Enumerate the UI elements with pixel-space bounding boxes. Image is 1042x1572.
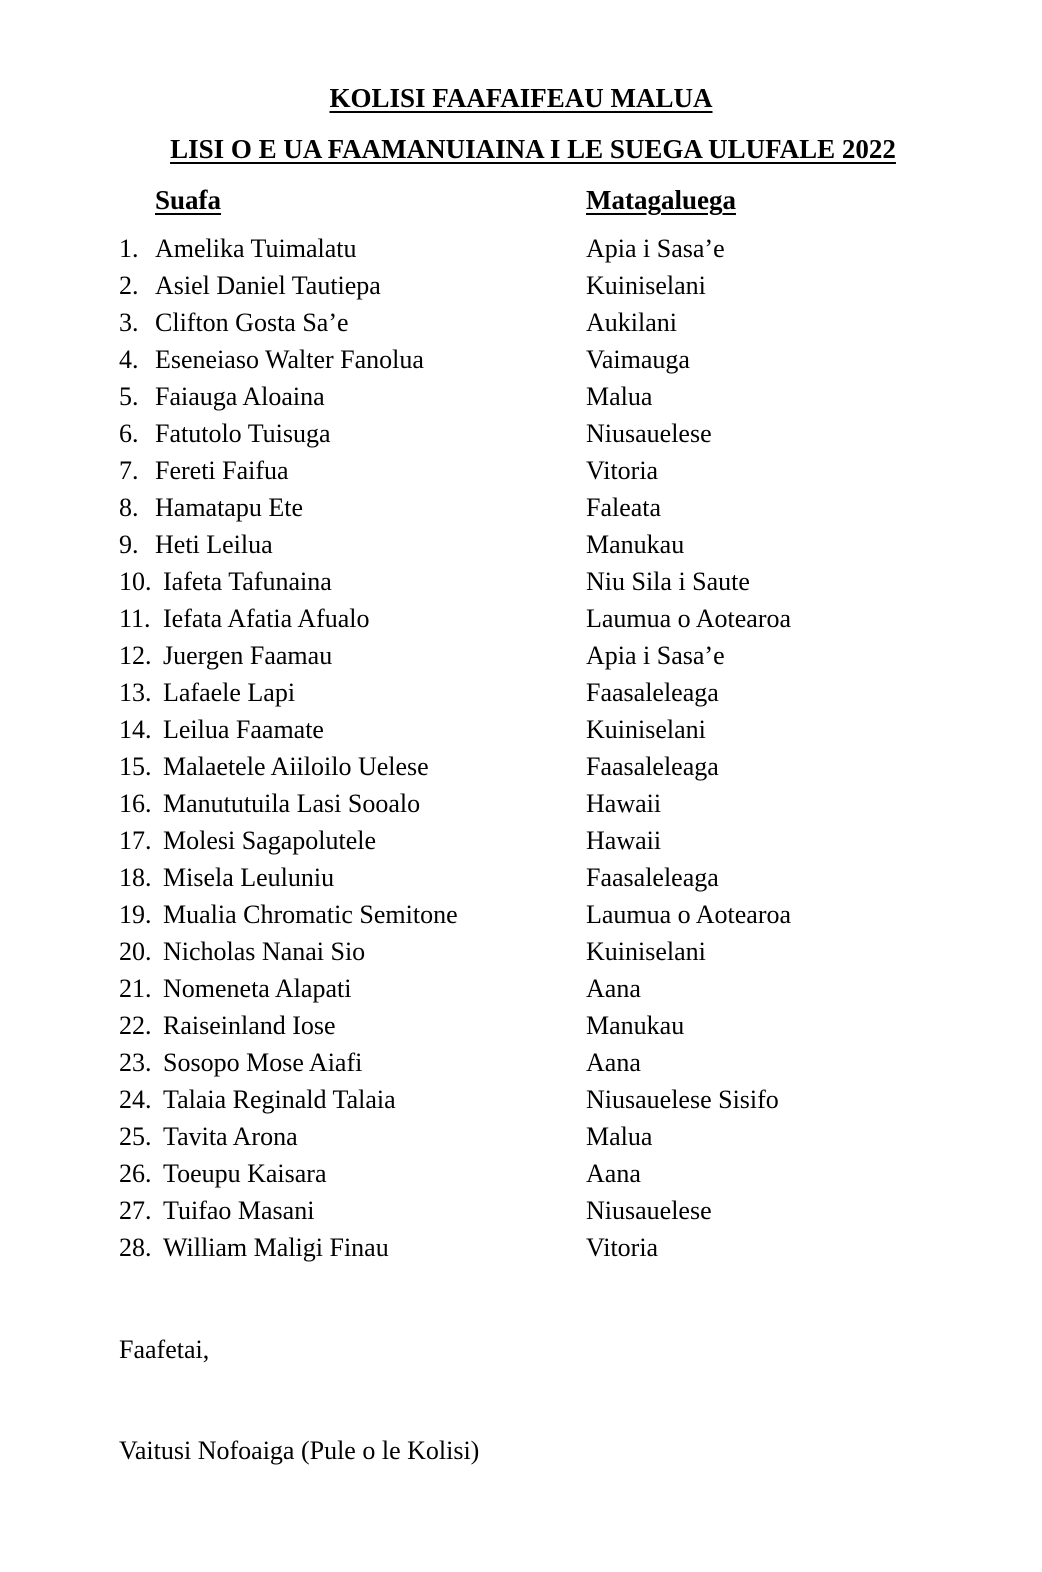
list-item-parish: Kuiniselani bbox=[586, 271, 706, 300]
list-item bbox=[0, 1046, 1042, 1083]
list-item-number: 16. bbox=[119, 789, 152, 818]
list-item-name: Tuifao Masani bbox=[163, 1196, 315, 1225]
list-item bbox=[0, 861, 1042, 898]
list-item-name: Leilua Faamate bbox=[163, 715, 324, 744]
list-item-parish: Kuiniselani bbox=[586, 937, 706, 966]
list-item-number: 19. bbox=[119, 900, 152, 929]
list-item-number: 2. bbox=[119, 271, 139, 300]
list-item bbox=[0, 1120, 1042, 1157]
list-item-number: 27. bbox=[119, 1196, 152, 1225]
list-item-name: Molesi Sagapolutele bbox=[163, 826, 377, 855]
list-item-parish: Hawaii bbox=[586, 789, 662, 818]
list-item-number: 25. bbox=[119, 1122, 152, 1151]
list-item-number: 15. bbox=[119, 752, 152, 781]
list-item bbox=[0, 380, 1042, 417]
column-header-parish: Matagaluega bbox=[586, 185, 736, 215]
list-item bbox=[0, 491, 1042, 528]
document-title: KOLISI FAAFAIFEAU MALUA bbox=[329, 83, 713, 113]
list-item bbox=[0, 1194, 1042, 1231]
list-item bbox=[0, 269, 1042, 306]
list-item bbox=[0, 1157, 1042, 1194]
list-item-number: 28. bbox=[119, 1233, 152, 1262]
list-item bbox=[0, 565, 1042, 602]
list-item bbox=[0, 232, 1042, 269]
list-item-name: William Maligi Finau bbox=[163, 1233, 389, 1262]
list-item-name: Lafaele Lapi bbox=[163, 678, 296, 707]
list-item-number: 26. bbox=[119, 1159, 152, 1188]
list-item-parish: Faasaleleaga bbox=[586, 752, 719, 781]
list-item-name: Toeupu Kaisara bbox=[163, 1159, 327, 1188]
list-item-name: Nomeneta Alapati bbox=[163, 974, 352, 1003]
list-item-name: Malaetele Aiiloilo Uelese bbox=[163, 752, 429, 781]
list-item-name: Manututuila Lasi Sooalo bbox=[163, 789, 421, 818]
list-item-name: Misela Leuluniu bbox=[163, 863, 335, 892]
list-item-number: 20. bbox=[119, 937, 152, 966]
list-item-number: 12. bbox=[119, 641, 152, 670]
list-item bbox=[0, 972, 1042, 1009]
list-item-parish: Kuiniselani bbox=[586, 715, 706, 744]
list-item-parish: Vitoria bbox=[586, 1233, 659, 1262]
list-item bbox=[0, 1231, 1042, 1268]
closing-text: Faafetai, bbox=[119, 1335, 210, 1364]
list-item-name: Nicholas Nanai Sio bbox=[163, 937, 366, 966]
list-item-name: Mualia Chromatic Semitone bbox=[163, 900, 458, 929]
list-item-number: 6. bbox=[119, 419, 139, 448]
list-item bbox=[0, 417, 1042, 454]
list-item-parish: Aukilani bbox=[586, 308, 677, 337]
list-item-parish: Apia i Sasa’e bbox=[586, 641, 725, 670]
list-item-name: Clifton Gosta Sa’e bbox=[155, 308, 349, 337]
list-item bbox=[0, 787, 1042, 824]
list-item-number: 1. bbox=[119, 234, 139, 263]
list-item bbox=[0, 1083, 1042, 1120]
list-item-number: 3. bbox=[119, 308, 139, 337]
list-item-parish: Laumua o Aotearoa bbox=[586, 900, 792, 929]
list-item-name: Faiauga Aloaina bbox=[155, 382, 325, 411]
list-item-parish: Manukau bbox=[586, 530, 685, 559]
list-item-parish: Faasaleleaga bbox=[586, 678, 719, 707]
signature-line: Vaitusi Nofoaiga (Pule o le Kolisi) bbox=[119, 1436, 480, 1465]
list-item-parish: Faasaleleaga bbox=[586, 863, 719, 892]
list-item-number: 4. bbox=[119, 345, 139, 374]
list-item-parish: Malua bbox=[586, 382, 653, 411]
list-item bbox=[0, 824, 1042, 861]
list-item-number: 9. bbox=[119, 530, 139, 559]
list-item-name: Amelika Tuimalatu bbox=[155, 234, 357, 263]
list-item-number: 24. bbox=[119, 1085, 152, 1114]
list-item-name: Heti Leilua bbox=[155, 530, 273, 559]
list-item-name: Eseneiaso Walter Fanolua bbox=[155, 345, 424, 374]
list-item-number: 14. bbox=[119, 715, 152, 744]
list-item-parish: Apia i Sasa’e bbox=[586, 234, 725, 263]
list-item-name: Asiel Daniel Tautiepa bbox=[155, 271, 381, 300]
list-item-number: 22. bbox=[119, 1011, 152, 1040]
list-item-name: Iefata Afatia Afualo bbox=[163, 604, 370, 633]
list-item-parish: Malua bbox=[586, 1122, 653, 1151]
list-item-parish: Aana bbox=[586, 1159, 641, 1188]
list-item-name: Iafeta Tafunaina bbox=[163, 567, 332, 596]
list-item-name: Talaia Reginald Talaia bbox=[163, 1085, 396, 1114]
graduate-list bbox=[0, 232, 1042, 1268]
list-item-name: Raiseinland Iose bbox=[163, 1011, 336, 1040]
list-item-parish: Faleata bbox=[586, 493, 662, 522]
list-item-number: 18. bbox=[119, 863, 152, 892]
list-item-parish: Aana bbox=[586, 1048, 641, 1077]
list-item-parish: Manukau bbox=[586, 1011, 685, 1040]
list-item bbox=[0, 750, 1042, 787]
list-item-number: 13. bbox=[119, 678, 152, 707]
list-item-number: 8. bbox=[119, 493, 139, 522]
list-item-name: Juergen Faamau bbox=[163, 641, 333, 670]
document-subtitle: LISI O E UA FAAMANUIAINA I LE SUEGA ULUFALE 2022 bbox=[170, 134, 896, 164]
list-item-number: 17. bbox=[119, 826, 152, 855]
list-item bbox=[0, 676, 1042, 713]
column-header-name: Suafa bbox=[155, 185, 222, 215]
list-item-name: Sosopo Mose Aiafi bbox=[163, 1048, 363, 1077]
list-item-parish: Niusauelese bbox=[586, 1196, 712, 1225]
list-item bbox=[0, 935, 1042, 972]
list-item-parish: Vaimauga bbox=[586, 345, 690, 374]
list-item bbox=[0, 1009, 1042, 1046]
list-item-number: 10. bbox=[119, 567, 152, 596]
list-item bbox=[0, 713, 1042, 750]
list-item-number: 21. bbox=[119, 974, 152, 1003]
list-item-number: 11. bbox=[119, 604, 151, 633]
list-item bbox=[0, 898, 1042, 935]
list-item-parish: Hawaii bbox=[586, 826, 662, 855]
list-item-name: Tavita Arona bbox=[163, 1122, 298, 1151]
list-item-parish: Vitoria bbox=[586, 456, 659, 485]
list-item-name: Hamatapu Ete bbox=[155, 493, 303, 522]
list-item bbox=[0, 343, 1042, 380]
list-item-parish: Niu Sila i Saute bbox=[586, 567, 750, 596]
list-item bbox=[0, 528, 1042, 565]
list-item-number: 23. bbox=[119, 1048, 152, 1077]
list-item bbox=[0, 454, 1042, 491]
list-item-parish: Niusauelese bbox=[586, 419, 712, 448]
list-item bbox=[0, 639, 1042, 676]
list-item-number: 7. bbox=[119, 456, 139, 485]
list-item bbox=[0, 306, 1042, 343]
list-item-parish: Niusauelese Sisifo bbox=[586, 1085, 779, 1114]
list-item-parish: Laumua o Aotearoa bbox=[586, 604, 792, 633]
list-item bbox=[0, 602, 1042, 639]
list-item-parish: Aana bbox=[586, 974, 641, 1003]
list-item-name: Fatutolo Tuisuga bbox=[155, 419, 331, 448]
list-item-number: 5. bbox=[119, 382, 139, 411]
list-item-name: Fereti Faifua bbox=[155, 456, 289, 485]
